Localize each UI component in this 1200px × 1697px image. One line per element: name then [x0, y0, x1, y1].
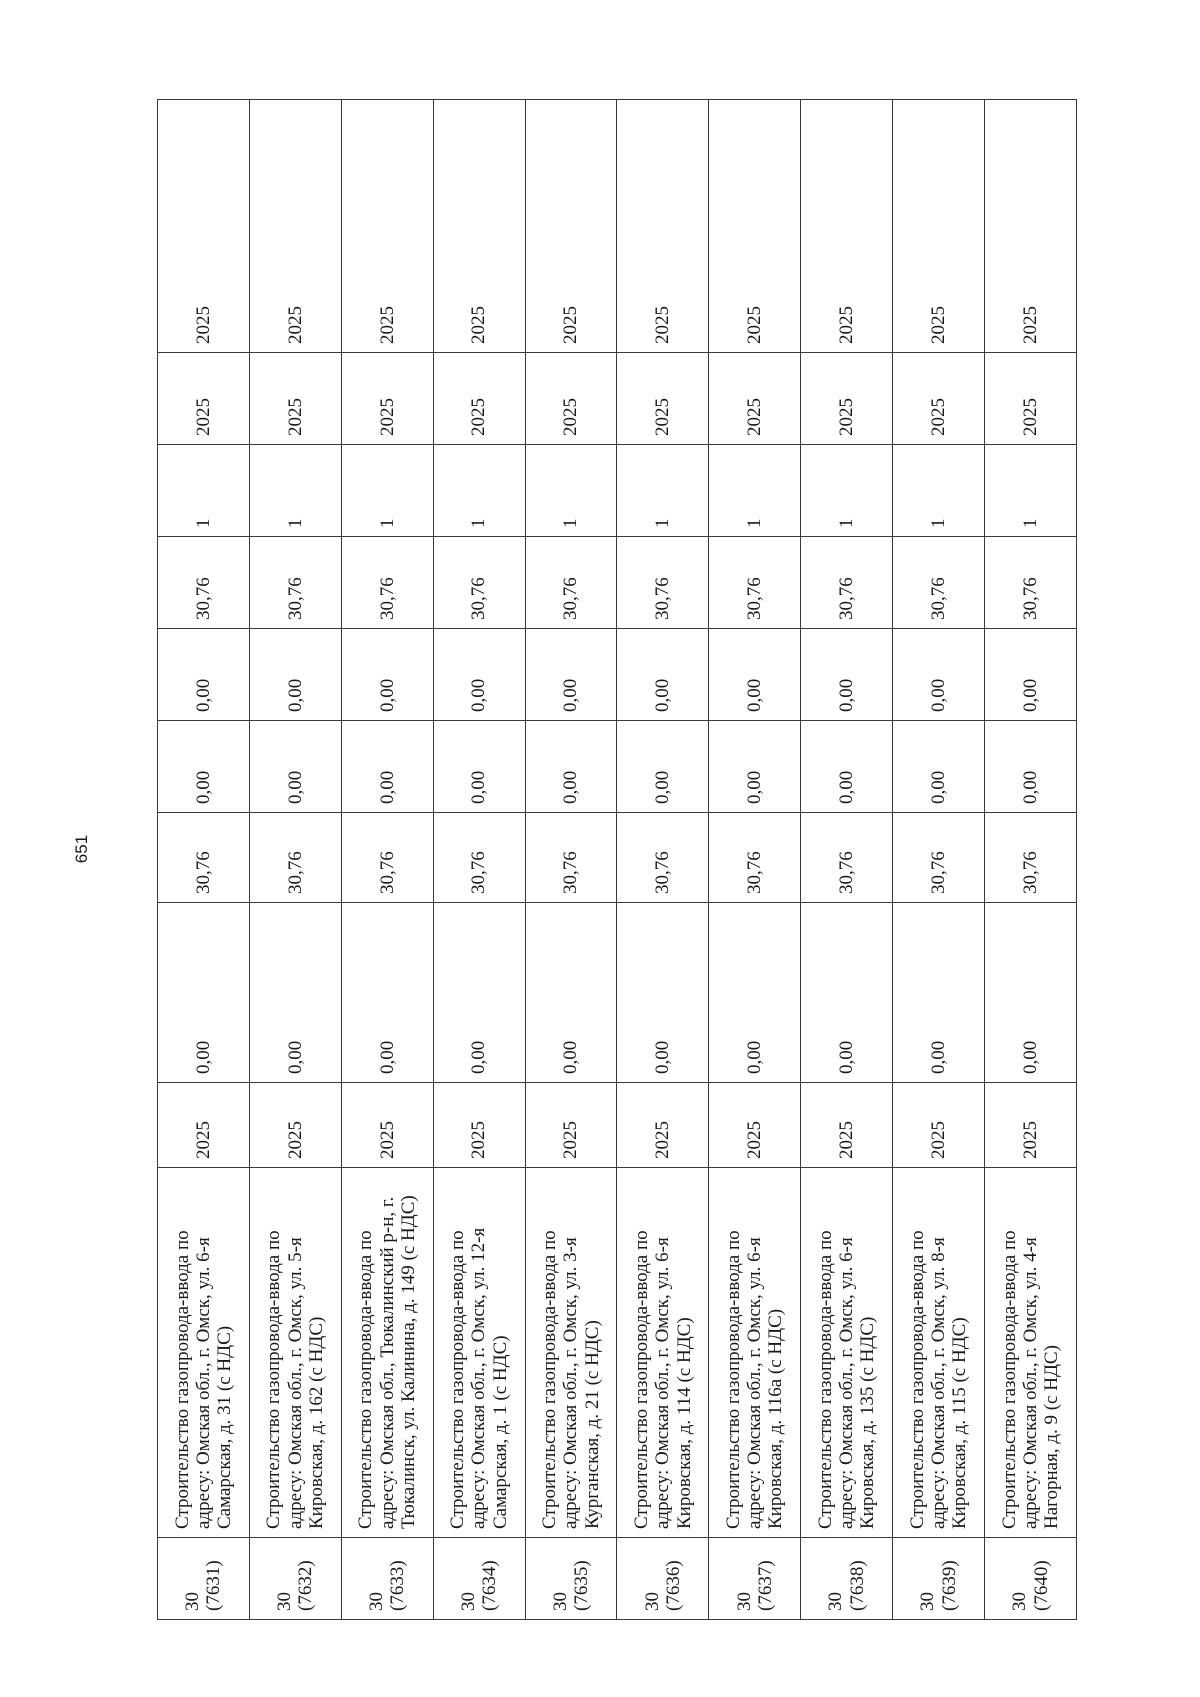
row-code: 30: [641, 1592, 663, 1611]
row-description: Строительство газопровода-ввода по адресу: Омская обл., Тюкалинский р-н, г. Тюкалинск, ул. Калинина, д. 149 (с НДС): [341, 1168, 433, 1538]
row-year-b: 2025: [341, 100, 433, 353]
row-year-b: 2025: [985, 100, 1077, 353]
row-value-1: 0,00: [433, 903, 525, 1083]
document-table-wrapper: [157, 100, 1077, 1620]
row-subcode: (7637): [754, 1560, 776, 1611]
row-quantity: 1: [249, 445, 341, 537]
row-value-2: 30,76: [893, 813, 985, 903]
row-subcode: (7634): [479, 1560, 501, 1611]
row-year-b: 2025: [617, 100, 709, 353]
row-value-5: 30,76: [893, 537, 985, 629]
row-code-cell: [985, 1538, 1077, 1620]
row-value-2: 30,76: [525, 813, 617, 903]
row-value-4: 0,00: [985, 629, 1077, 721]
row-value-5: 30,76: [709, 537, 801, 629]
row-value-1: 0,00: [249, 903, 341, 1083]
row-code-cell: [341, 1538, 433, 1620]
table-row: [801, 100, 893, 1620]
page-number: 651: [72, 834, 91, 864]
row-subcode: (7631): [203, 1560, 225, 1611]
row-subcode: (7635): [571, 1560, 592, 1611]
row-value-3: 0,00: [525, 721, 617, 813]
row-quantity: 1: [617, 445, 709, 537]
row-value-3: 0,00: [985, 721, 1077, 813]
row-value-4: 0,00: [709, 629, 801, 721]
row-quantity: 1: [433, 445, 525, 537]
row-year-a: 2025: [249, 353, 341, 445]
row-code-cell: [433, 1538, 525, 1620]
row-year-start: 2025: [617, 1083, 709, 1168]
row-value-4: 0,00: [893, 629, 985, 721]
row-value-4: 0,00: [801, 629, 893, 721]
table-row: [617, 100, 709, 1620]
row-value-2: 30,76: [158, 813, 250, 903]
table-row: [249, 100, 341, 1620]
row-quantity: 1: [341, 445, 433, 537]
table-row: [893, 100, 985, 1620]
table-row: [433, 100, 525, 1620]
row-value-4: 0,00: [525, 629, 617, 721]
row-year-b: 2025: [801, 100, 893, 353]
row-value-3: 0,00: [617, 721, 709, 813]
row-year-start: 2025: [893, 1083, 985, 1168]
row-value-2: 30,76: [985, 813, 1077, 903]
row-year-b: 2025: [158, 100, 250, 353]
row-value-1: 0,00: [801, 903, 893, 1083]
row-description: Строительство газопровода-ввода по адресу: Омская обл., г. Омск, ул. 4-я Нагорная, д. 9 (с НДС): [985, 1168, 1077, 1538]
row-code-cell: [709, 1538, 801, 1620]
table-row: [525, 100, 617, 1620]
row-code-cell: [617, 1538, 709, 1620]
table-row: [985, 100, 1077, 1620]
row-value-5: 30,76: [249, 537, 341, 629]
row-code: 30: [917, 1592, 939, 1611]
row-subcode: (7633): [387, 1560, 409, 1611]
row-year-start: 2025: [709, 1083, 801, 1168]
row-value-5: 30,76: [985, 537, 1077, 629]
row-quantity: 1: [893, 445, 985, 537]
row-code-cell: [158, 1538, 250, 1620]
row-code: 30: [457, 1592, 479, 1611]
table-body: [158, 100, 1077, 1620]
row-quantity: 1: [985, 445, 1077, 537]
row-year-start: 2025: [341, 1083, 433, 1168]
row-code: 30: [274, 1592, 296, 1611]
row-code-cell: [801, 1538, 893, 1620]
row-value-1: 0,00: [893, 903, 985, 1083]
row-value-4: 0,00: [617, 629, 709, 721]
row-code-cell: [893, 1538, 985, 1620]
row-description: Строительство газопровода-ввода по адресу: Омская обл., г. Омск, ул. 6-я Кировская, д. 116а (с НДС): [709, 1168, 801, 1538]
row-value-5: 30,76: [617, 537, 709, 629]
row-value-2: 30,76: [709, 813, 801, 903]
row-value-1: 0,00: [341, 903, 433, 1083]
row-description: Строительство газопровода-ввода по адресу: Омская обл., г. Омск, ул. 3-я Курганская, д. 21 (с НДС): [525, 1168, 617, 1538]
row-year-a: 2025: [985, 353, 1077, 445]
row-year-b: 2025: [709, 100, 801, 353]
table-row: [158, 100, 250, 1620]
row-value-1: 0,00: [985, 903, 1077, 1083]
row-value-2: 30,76: [249, 813, 341, 903]
row-quantity: 1: [158, 445, 250, 537]
row-year-a: 2025: [617, 353, 709, 445]
row-value-5: 30,76: [801, 537, 893, 629]
row-value-3: 0,00: [893, 721, 985, 813]
row-value-4: 0,00: [433, 629, 525, 721]
row-value-4: 0,00: [249, 629, 341, 721]
row-value-1: 0,00: [617, 903, 709, 1083]
row-year-b: 2025: [893, 100, 985, 353]
row-value-1: 0,00: [709, 903, 801, 1083]
row-year-a: 2025: [158, 353, 250, 445]
row-description: Строительство газопровода-ввода по адресу: Омская обл., г. Омск, ул. 12-я Самарская, д. 1 (с НДС): [433, 1168, 525, 1538]
row-subcode: (7639): [938, 1560, 960, 1611]
investment-table: [157, 99, 1077, 1620]
row-year-a: 2025: [433, 353, 525, 445]
row-value-2: 30,76: [341, 813, 433, 903]
row-subcode: (7632): [295, 1560, 317, 1611]
row-year-start: 2025: [985, 1083, 1077, 1168]
row-value-1: 0,00: [525, 903, 617, 1083]
row-subcode: (7636): [662, 1560, 684, 1611]
row-code-cell: [525, 1538, 617, 1620]
row-year-a: 2025: [525, 353, 617, 445]
row-quantity: 1: [709, 445, 801, 537]
row-quantity: 1: [801, 445, 893, 537]
row-code: 30: [1009, 1592, 1031, 1611]
row-code: 30: [182, 1592, 204, 1611]
row-value-5: 30,76: [433, 537, 525, 629]
row-value-3: 0,00: [433, 721, 525, 813]
row-year-a: 2025: [893, 353, 985, 445]
row-description: Строительство газопровода-ввода по адресу: Омская обл., г. Омск, ул. 6-я Кировская, д. 135 (с НДС): [801, 1168, 893, 1538]
row-value-5: 30,76: [525, 537, 617, 629]
row-subcode: (7638): [846, 1560, 868, 1611]
row-year-b: 2025: [433, 100, 525, 353]
row-description: Строительство газопровода-ввода по адресу: Омская обл., г. Омск, ул. 6-я Кировская, д. 114 (с НДС): [617, 1168, 709, 1538]
row-year-start: 2025: [525, 1083, 617, 1168]
row-description: Строительство газопровода-ввода по адресу: Омская обл., г. Омск, ул. 8-я Кировская, д. 115 (с НДС): [893, 1168, 985, 1538]
row-value-4: 0,00: [341, 629, 433, 721]
row-year-b: 2025: [249, 100, 341, 353]
row-year-start: 2025: [249, 1083, 341, 1168]
row-year-a: 2025: [709, 353, 801, 445]
row-value-2: 30,76: [617, 813, 709, 903]
row-quantity: 1: [525, 445, 617, 537]
row-code: 30: [825, 1592, 847, 1611]
row-value-5: 30,76: [158, 537, 250, 629]
table-row: [341, 100, 433, 1620]
row-code: 30: [733, 1592, 755, 1611]
row-year-a: 2025: [801, 353, 893, 445]
table-row: [709, 100, 801, 1620]
row-description: Строительство газопровода-ввода по адресу: Омская обл., г. Омск, ул. 5-я Кировская, д. 162 (с НДС): [249, 1168, 341, 1538]
row-year-start: 2025: [801, 1083, 893, 1168]
row-subcode: (7640): [1030, 1560, 1052, 1611]
row-year-b: 2025: [525, 100, 617, 353]
row-year-start: 2025: [433, 1083, 525, 1168]
row-year-a: 2025: [341, 353, 433, 445]
row-value-3: 0,00: [801, 721, 893, 813]
row-value-5: 30,76: [341, 537, 433, 629]
row-code: 30: [549, 1592, 571, 1611]
row-value-4: 0,00: [158, 629, 250, 721]
row-value-2: 30,76: [433, 813, 525, 903]
row-value-3: 0,00: [341, 721, 433, 813]
row-value-3: 0,00: [158, 721, 250, 813]
row-year-start: 2025: [158, 1083, 250, 1168]
row-value-3: 0,00: [709, 721, 801, 813]
row-value-1: 0,00: [158, 903, 250, 1083]
row-description: Строительство газопровода-ввода по адресу: Омская обл., г. Омск, ул. 6-я Самарская, д. 31 (с НДС): [158, 1168, 250, 1538]
row-code-cell: [249, 1538, 341, 1620]
row-code: 30: [365, 1592, 387, 1611]
row-value-2: 30,76: [801, 813, 893, 903]
row-value-3: 0,00: [249, 721, 341, 813]
